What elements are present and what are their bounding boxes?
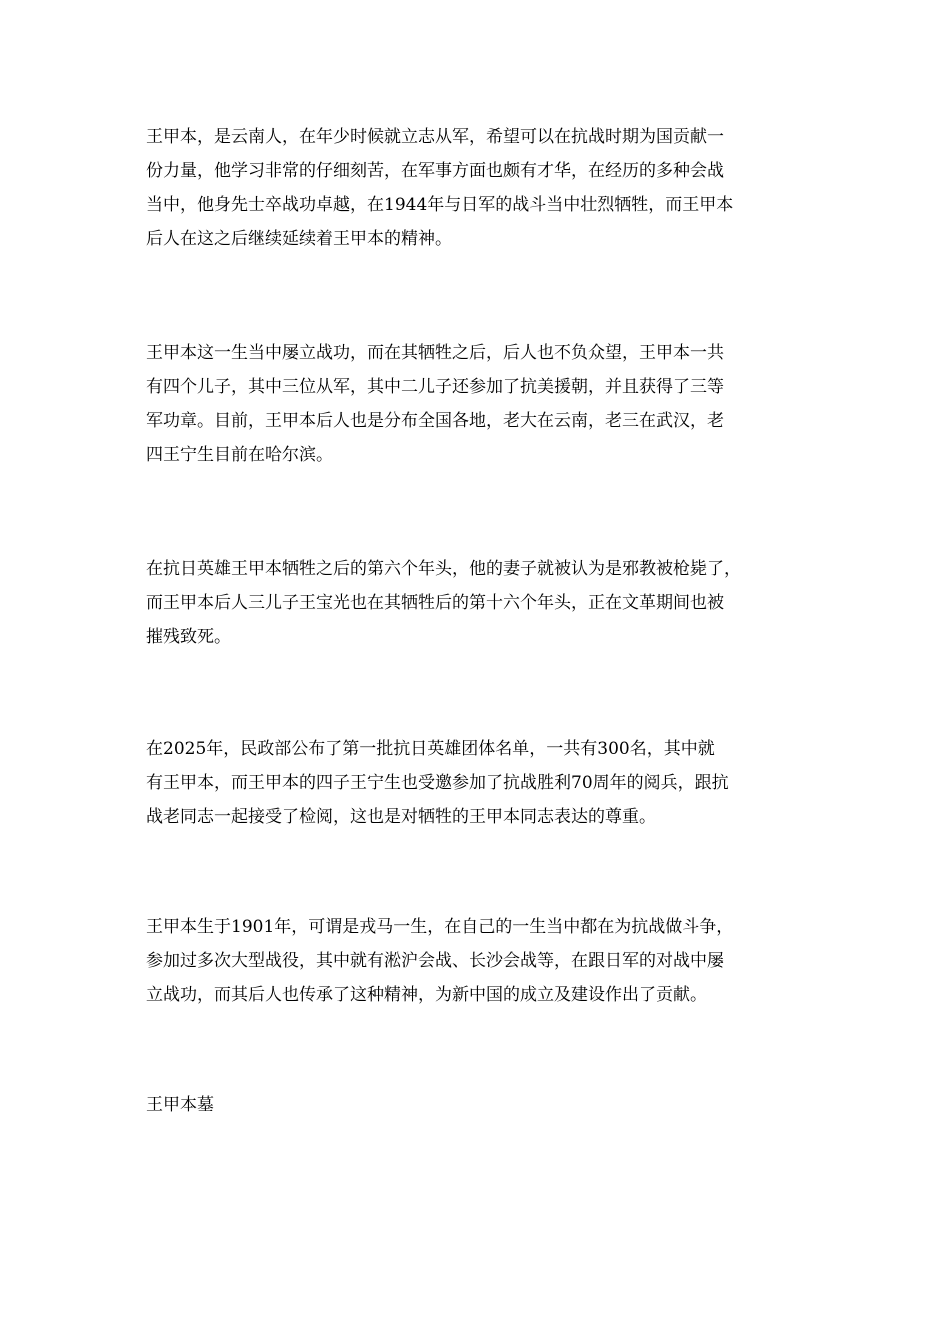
paragraph-line: 份力量，他学习非常的仔细刻苦，在军事方面也颇有才华，在经历的多种会战 — [146, 161, 724, 181]
paragraph-2 — [146, 336, 724, 472]
paragraph-line: 当中，他身先士卒战功卓越，在1944年与日军的战斗当中壮烈牺牲，而王甲本 — [146, 195, 734, 215]
paragraph-line: 军功章。目前，王甲本后人也是分布全国各地，老大在云南，老三在武汉，老 — [146, 411, 724, 431]
paragraph-line: 王甲本这一生当中屡立战功，而在其牺牲之后，后人也不负众望，王甲本一共 — [146, 343, 724, 363]
paragraph-line: 王甲本，是云南人，在年少时候就立志从军，希望可以在抗战时期为国贡献一 — [146, 127, 724, 147]
paragraph-line: 参加过多次大型战役，其中就有淞沪会战、长沙会战等，在跟日军的对战中屡 — [146, 951, 724, 971]
paragraph-1 — [146, 120, 733, 256]
paragraph-line: 摧残致死。 — [146, 627, 231, 647]
paragraph-line: 战老同志一起接受了检阅，这也是对牺牲的王甲本同志表达的尊重。 — [146, 807, 656, 827]
image-caption — [146, 1088, 214, 1122]
paragraph-line: 后人在这之后继续延续着王甲本的精神。 — [146, 229, 452, 249]
paragraph-3 — [146, 552, 741, 654]
paragraph-line: 立战功，而其后人也传承了这种精神，为新中国的成立及建设作出了贡献。 — [146, 985, 707, 1005]
paragraph-line: 四王宁生目前在哈尔滨。 — [146, 445, 333, 465]
paragraph-line: 在抗日英雄王甲本牺牲之后的第六个年头，他的妻子就被认为是邪教被枪毙了， — [146, 559, 741, 579]
paragraph-line: 王甲本生于1901年，可谓是戎马一生，在自己的一生当中都在为抗战做斗争， — [146, 917, 734, 937]
paragraph-4 — [146, 732, 729, 834]
caption-line: 王甲本墓 — [146, 1095, 214, 1115]
paragraph-line: 在2025年，民政部公布了第一批抗日英雄团体名单，一共有300名，其中就 — [146, 739, 715, 759]
paragraph-line: 有四个儿子，其中三位从军，其中二儿子还参加了抗美援朝，并且获得了三等 — [146, 377, 724, 397]
paragraph-line: 有王甲本，而王甲本的四子王宁生也受邀参加了抗战胜利70周年的阅兵，跟抗 — [146, 773, 729, 793]
paragraph-5 — [146, 910, 733, 1012]
paragraph-line: 而王甲本后人三儿子王宝光也在其牺牲后的第十六个年头，正在文革期间也被 — [146, 593, 724, 613]
